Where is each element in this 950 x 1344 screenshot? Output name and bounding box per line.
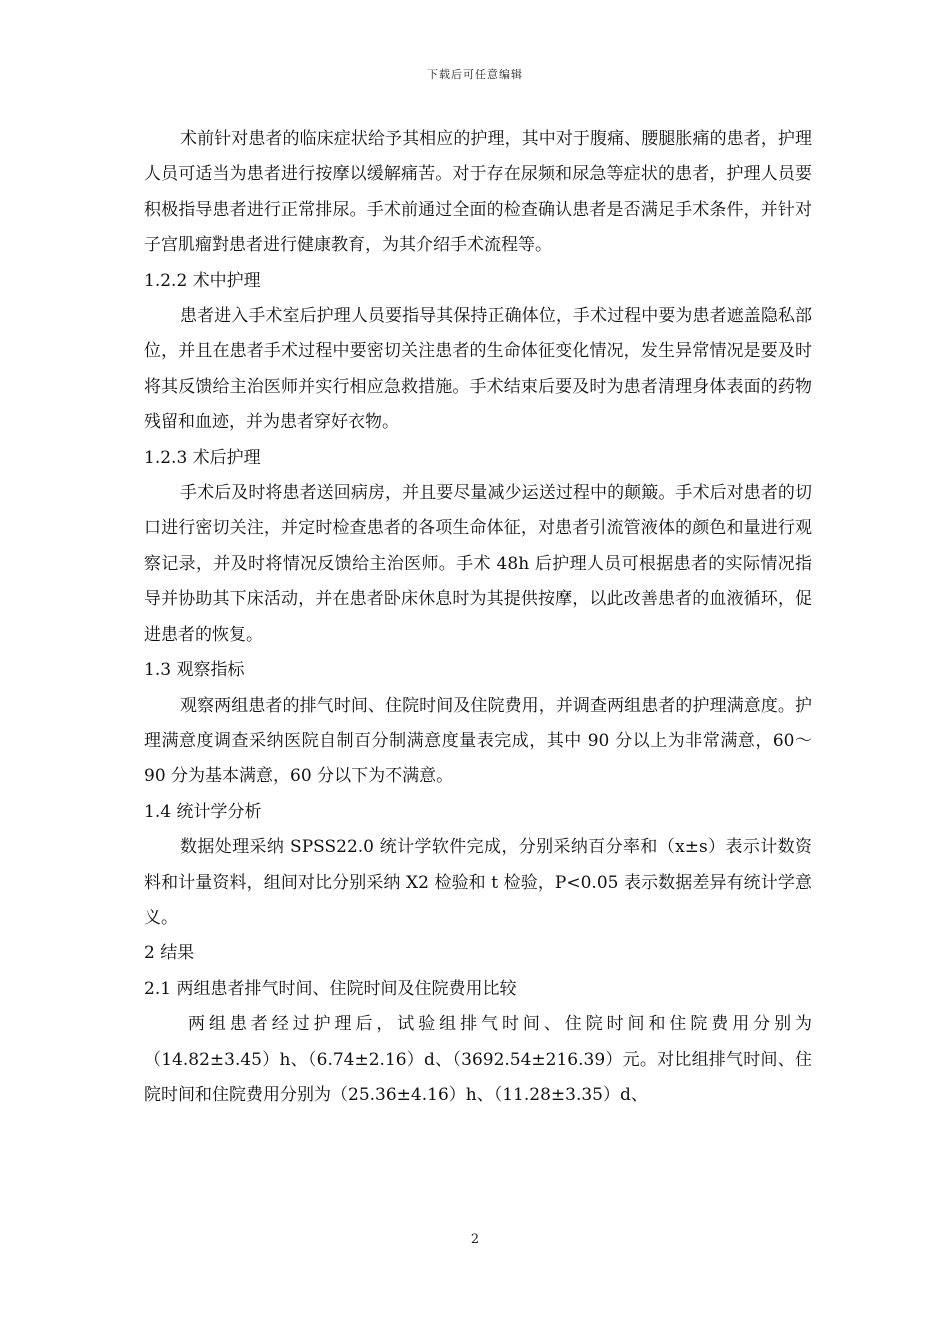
heading-statistical-analysis: 1.4 统计学分析 bbox=[144, 801, 262, 822]
paragraph-results-comparison: 两组患者经过护理后，试验组排气时间、住院时间和住院费用分别为（14.82±3.45）h、（6.74±2.16）d、（3692.54±216.39）元。对比组排气时间、住院时间和住院费用分别为（25.36±4.16）h、（11.28±3.35）d、 bbox=[144, 1014, 812, 1105]
heading-postop-care: 1.2.3 术后护理 bbox=[144, 447, 261, 468]
paragraph-postop-care: 手术后及时将患者送回病房，并且要尽量减少运送过程中的颠簸。手术后对患者的切口进行密切关注，并定时检查患者的各项生命体征，对患者引流管液体的颜色和量进行观察记录，并及时将情况反馈给主治医师。手术 48h 后护理人员可根据患者的实际情况指导并协助其下床活动，并在患者卧床休息时为其提供按摩，以此改善患者的血液循环，促进患者的恢复。 bbox=[144, 483, 812, 645]
page-number: 2 bbox=[470, 1232, 480, 1247]
heading-observation-indicators: 1.3 观察指标 bbox=[144, 660, 245, 681]
paragraph-intraop-care: 患者进入手术室后护理人员要指导其保持正确体位，手术过程中要为患者遮盖隐私部位，并且在患者手术过程中要密切关注患者的生命体征变化情况，发生异常情况是要及时将其反馈给主治医师并实行相应急救措施。手术结束后要及时为患者清理身体表面的药物残留和血迹，并为患者穿好衣物。 bbox=[144, 306, 812, 433]
document-body bbox=[144, 122, 812, 1113]
page-header: 下载后可任意编辑 bbox=[427, 68, 523, 81]
heading-results-comparison: 2.1 两组患者排气时间、住院时间及住院费用比较 bbox=[144, 978, 517, 999]
paragraph-preop-care: 术前针对患者的临床症状给予其相应的护理，其中对于腹痛、腰腿胀痛的患者，护理人员可适当为患者进行按摩以缓解痛苦。对于存在尿频和尿急等症状的患者，护理人员要积极指导患者进行正常排尿。手术前通过全面的检查确认患者是否满足手术条件，并针对子宫肌瘤對患者进行健康教育，为其介绍手术流程等。 bbox=[144, 129, 812, 256]
paragraph-statistical-analysis: 数据处理采纳 SPSS22.0 统计学软件完成，分别采纳百分率和（x±s）表示计数资料和计量资料，组间对比分别采纳 X2 检验和 t 检验，P<0.05 表示数据差异有统计学意义。 bbox=[144, 837, 812, 928]
paragraph-observation-indicators: 观察两组患者的排气时间、住院时间及住院费用，并调查两组患者的护理满意度。护理满意度调查采纳医院自制百分制满意度量表完成，其中 90 分以上为非常满意，60～90 分为基本满意，60 分以下为不满意。 bbox=[144, 695, 812, 787]
heading-results: 2 结果 bbox=[144, 943, 195, 964]
heading-intraop-care: 1.2.2 术中护理 bbox=[144, 270, 261, 291]
